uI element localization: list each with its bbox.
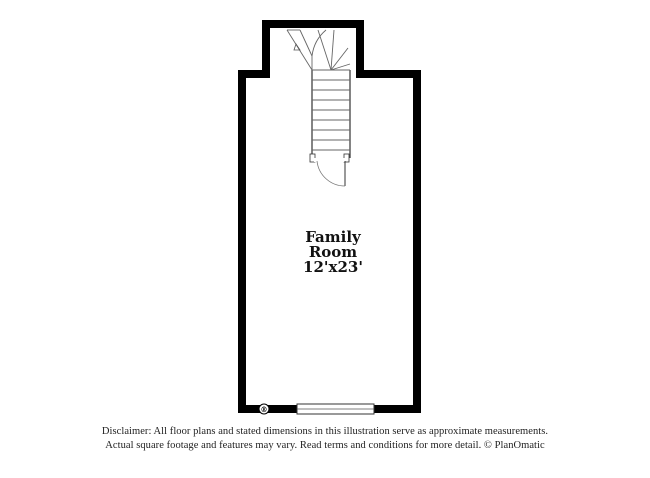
- door-swing-arc: [317, 161, 345, 186]
- room-name-line2: Room: [308, 243, 358, 261]
- disclaimer-line-1: Disclaimer: All floor plans and stated dimensions in this illustration serve as approximate measurements.: [101, 426, 549, 437]
- registered-mark: ®: [260, 405, 268, 414]
- room-dimensions: 12'x23': [303, 258, 363, 276]
- room-name-line1: Family: [305, 228, 361, 246]
- door-opening: [314, 158, 345, 162]
- stair-well: [305, 70, 356, 160]
- disclaimer-line-2: Actual square footage and features may vary. Read terms and conditions for more detail. © PlanOmatic: [105, 440, 545, 451]
